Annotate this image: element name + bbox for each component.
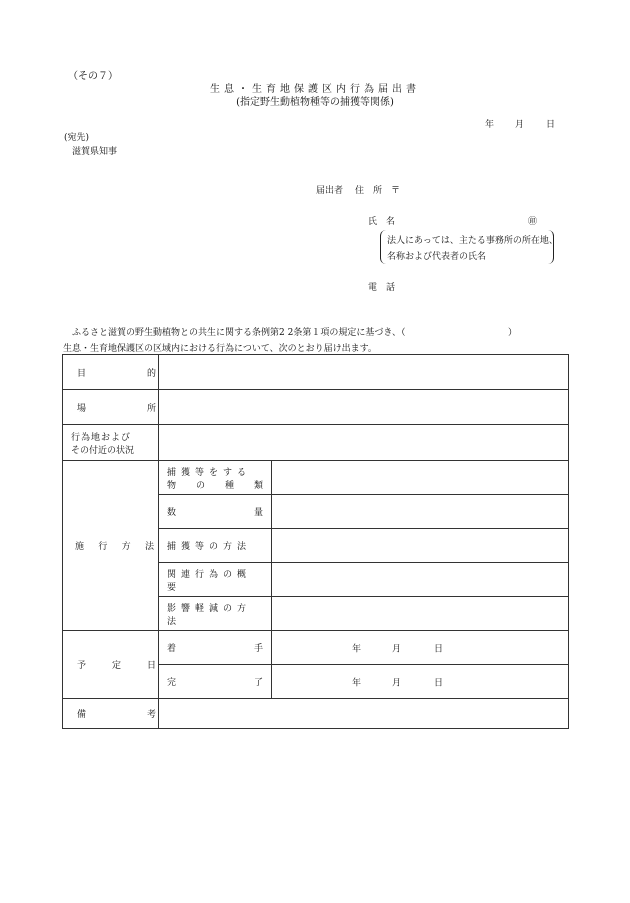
start-date-field[interactable]	[272, 631, 569, 665]
statement-line2: 生息・生育地保護区の区域内における行為について、次のとおり届け出ます。	[63, 344, 377, 354]
applicant-label: 届出者	[316, 186, 344, 196]
mitigation-field[interactable]	[272, 597, 569, 631]
start-year-label: 年	[352, 644, 362, 654]
row-remarks	[63, 699, 569, 729]
species-label-char3: 種	[224, 480, 234, 491]
mitigation-text: 影響軽減の方法	[167, 603, 252, 627]
remarks-label-char1: 備	[77, 710, 87, 720]
finish-month-label: 月	[392, 678, 402, 688]
capture-method-label	[159, 529, 272, 563]
surroundings-field[interactable]	[159, 425, 569, 461]
method-label-char2: 行	[98, 542, 108, 552]
corporate-note-line1: 法人にあっては、主たる事務所の所在地、	[387, 236, 558, 246]
corporate-note-line2: 名称および代表者の氏名	[387, 252, 487, 262]
purpose-label	[63, 355, 159, 390]
schedule-label	[63, 631, 159, 699]
remarks-label-char2: 考	[146, 710, 156, 720]
addressee-prefix: (宛先)	[64, 133, 90, 143]
schedule-label-char1: 予	[77, 661, 87, 671]
capture-method-text: 捕獲等の方法	[167, 542, 252, 552]
finish-label-char1: 完	[167, 678, 177, 688]
row-place	[63, 390, 569, 425]
schedule-label-char2: 定	[111, 661, 121, 671]
phone-label: 電 話	[368, 283, 396, 293]
method-label	[63, 461, 159, 631]
address-label: 住 所 〒	[355, 186, 401, 196]
form-number: （その７）	[68, 71, 118, 82]
addressee: 滋賀県知事	[72, 147, 118, 157]
finish-date-field[interactable]	[272, 665, 569, 699]
species-field[interactable]	[272, 461, 569, 495]
method-label-char3: 方	[121, 542, 131, 552]
species-label-char4: 類	[253, 480, 263, 491]
place-field[interactable]	[159, 390, 569, 425]
remarks-label	[63, 699, 159, 729]
notification-table	[62, 354, 569, 729]
start-day-label: 日	[434, 644, 444, 654]
quantity-label-char1: 数	[167, 508, 177, 518]
purpose-label-char2: 的	[146, 368, 156, 379]
finish-label-char2: 了	[253, 678, 263, 688]
date-day-label: 日	[546, 120, 556, 130]
place-label-char2: 所	[146, 403, 156, 414]
species-label-char2: の	[195, 480, 205, 491]
surroundings-label-line1: 行為地および	[71, 432, 132, 443]
quantity-field[interactable]	[272, 495, 569, 529]
method-label-char1: 施	[75, 542, 85, 552]
related-acts-field[interactable]	[272, 563, 569, 597]
finish-day-label: 日	[434, 678, 444, 688]
species-label-char1: 物	[167, 480, 177, 491]
species-label-line1: 捕獲等をする	[167, 467, 252, 478]
quantity-label-char2: 量	[253, 508, 263, 518]
form-title: 生息・生育地保護区内行為届出書	[210, 84, 420, 95]
name-label: 氏 名	[368, 217, 396, 227]
finish-year-label: 年	[352, 678, 362, 688]
place-label-char1: 場	[77, 403, 87, 414]
remarks-field[interactable]	[159, 699, 569, 729]
statement-line1: ふるさと滋賀の野生動植物との共生に関する条例第2 2条第１項の規定に基づき、（	[72, 328, 406, 338]
schedule-label-char3: 日	[146, 661, 156, 671]
place-label	[63, 390, 159, 425]
mitigation-label	[159, 597, 272, 631]
start-label-char1: 着	[167, 644, 177, 654]
related-acts-text: 関連行為の概要	[167, 569, 252, 593]
statement-paren-close: ）	[508, 328, 518, 338]
row-purpose	[63, 355, 569, 390]
date-month-label: 月	[515, 120, 525, 130]
purpose-label-char1: 目	[77, 368, 87, 379]
corporate-note-bracket	[380, 230, 558, 264]
quantity-label	[159, 495, 272, 529]
start-label	[159, 631, 272, 665]
related-acts-label	[159, 563, 272, 597]
surroundings-label-line2: その付近の状況	[71, 445, 135, 456]
form-subtitle: (指定野生動植物種等の捕獲等関係)	[236, 97, 394, 108]
surroundings-label	[63, 425, 159, 461]
species-label	[159, 461, 272, 495]
start-label-char2: 手	[253, 644, 263, 654]
row-species	[63, 461, 569, 495]
finish-label	[159, 665, 272, 699]
capture-method-field[interactable]	[272, 529, 569, 563]
row-surroundings	[63, 425, 569, 461]
row-start	[63, 631, 569, 665]
date-year-label: 年	[485, 120, 495, 130]
purpose-field[interactable]	[159, 355, 569, 390]
method-label-char4: 法	[144, 542, 154, 552]
start-month-label: 月	[392, 644, 402, 654]
seal-mark: ㊞	[528, 217, 538, 227]
